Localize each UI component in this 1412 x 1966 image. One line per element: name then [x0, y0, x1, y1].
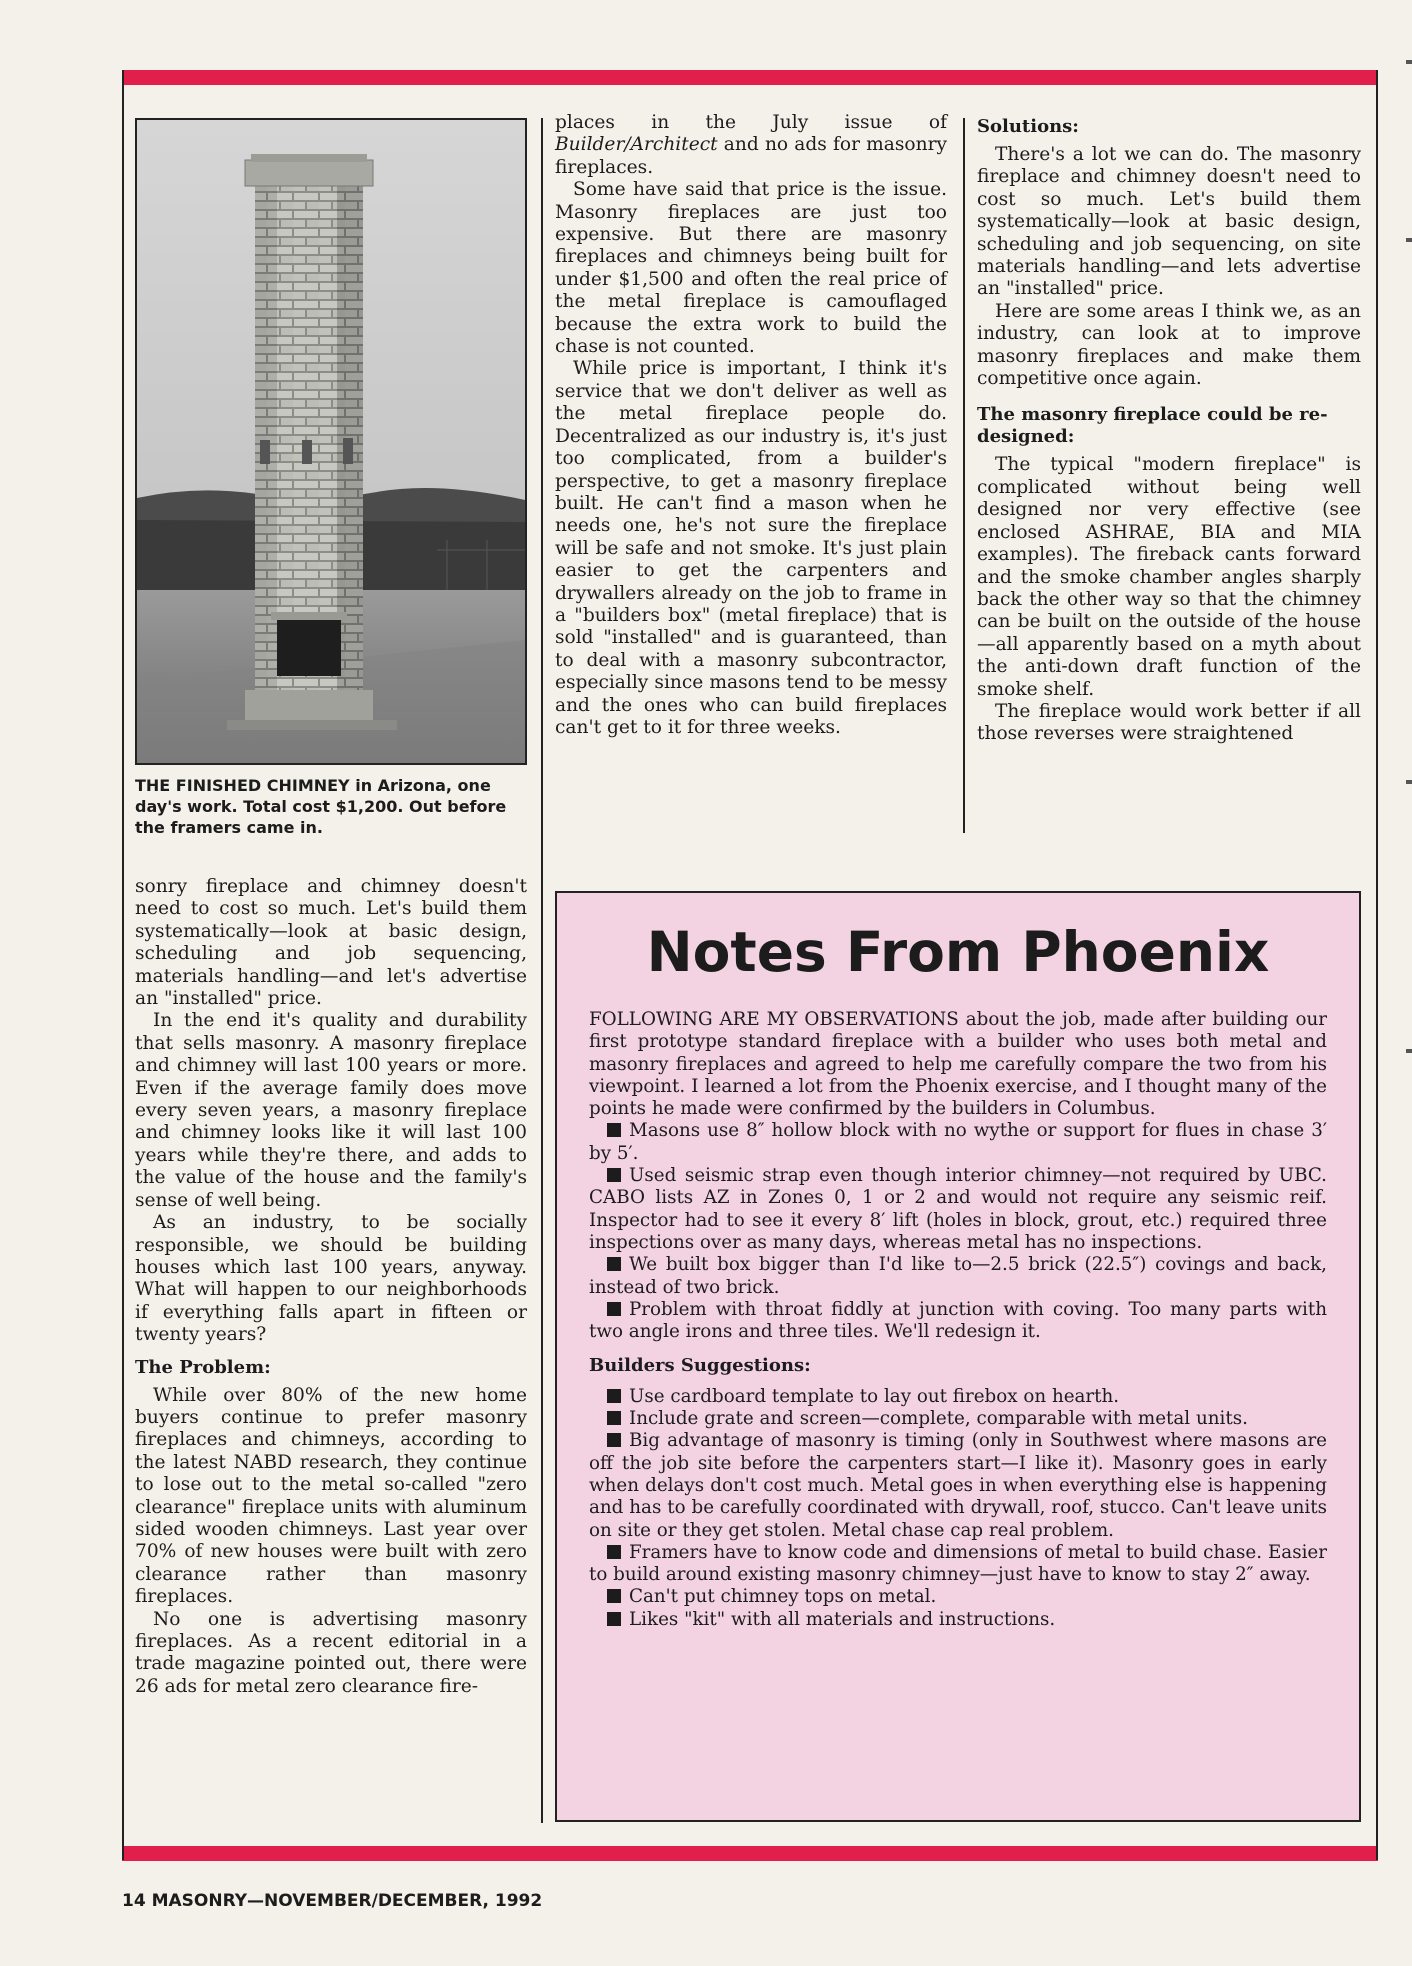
bottom-accent-bar	[122, 1846, 1378, 1861]
notes-body	[557, 1009, 1359, 1631]
col3-paragraph: There's a lot we can do. The masonry fireplace and chimney doesn't need to cost so much. Let's build them systematically—look at basic design, scheduling and job sequencing, on site materials handling—and lets advertise an "installed" price.	[977, 144, 1361, 300]
col3-paragraph: Here are some areas I think we, as an industry, can look at to improve masonry fireplaces and make them competitive once again.	[977, 300, 1361, 390]
notes-bullet	[589, 1430, 1327, 1541]
builders-suggestions-heading: Builders Suggestions:	[589, 1355, 811, 1377]
col1-paragraph: While over 80% of the new home buyers continue to prefer masonry fireplaces and chimneys, according to the latest NABD research, they continue to lose out to the metal so-called "zero clearance" fireplace units with aluminum sided wooden chimneys. Last year over 70% of new houses were built with zero clearance rather than masonry fireplaces.	[135, 1384, 527, 1608]
col2-paragraph: Some have said that price is the issue. Masonry fireplaces are just too expensive. But there are masonry fireplaces and chimneys being built for under $1,500 and often the real price of the metal fireplace is camouflaged because the extra work to build the chase is not counted.	[555, 179, 947, 358]
bullet-square-icon	[607, 1411, 621, 1425]
bullet-text: Used seismic strap even though interior chimney—not required by UBC. CABO lists AZ in Zones 0, 1 or 2 and would not require any seismic reif. Inspector had to see it every 8′ lift (holes in block, grout, etc.) required three inspections over as many days, whereas metal has no inspections.	[589, 1165, 1327, 1253]
bullet-square-icon	[607, 1545, 621, 1559]
notes-bullet	[589, 1408, 1327, 1430]
top-accent-bar	[122, 70, 1378, 85]
magazine-title: Builder/Architect	[555, 134, 718, 156]
col1-paragraph: In the end it's quality and durability that sells masonry. A masonry fireplace and chimney will last 100 years or more. Even if the average family does move every seven years, a masonry fireplace and chimney looks like it will last 100 years while they're there, and adds to the value of the house and the family's sense of well being.	[135, 1010, 527, 1211]
notes-bullet	[589, 1254, 1327, 1299]
col1-paragraph: As an industry, to be socially responsible, we should be building houses which last 100 years, anyway. What will happen to our neighborhoods if everything falls apart in fifteen or twenty years?	[135, 1212, 527, 1346]
redesign-heading: The masonry fireplace could be re-designed:	[977, 404, 1328, 448]
notes-from-phoenix-box	[555, 891, 1361, 1822]
bullet-square-icon	[607, 1389, 621, 1403]
page-footer: 14 MASONRY—NOVEMBER/DECEMBER, 1992	[122, 1891, 543, 1911]
bullet-text: Big advantage of masonry is timing (only in Southwest where masons are off the job site before the carpenters start—I like it). Masonry goes in early when delays don't cost much. Metal goes in when everything else is happening and has to be carefully coordinated with drywall, roof, stucco. Can't leave units on site or they get stolen. Metal chase cap real problem.	[589, 1430, 1327, 1541]
chimney-illustration	[137, 120, 525, 763]
notes-bullet	[589, 1120, 1327, 1165]
bullet-square-icon	[607, 1433, 621, 1447]
bullet-text: Include grate and screen—complete, comparable with metal units.	[629, 1408, 1248, 1430]
margin-mark	[1406, 780, 1412, 784]
column-2	[555, 112, 947, 739]
col2-paragraph: While price is important, I think it's service that we don't deliver as well as the metal fireplace people do. Decentralized as our industry is, it's just too complicated, from a builder's perspective, to get a masonry fireplace built. He can't find a mason when he needs one, he's not sure the fireplace will be safe and not smoke. It's just plain easier to get the carpenters and drywallers already on the job to frame in a "builders box" (metal fireplace) that is sold "installed" and is guaranteed, than to deal with a masonry subcontractor, especially since masons tend to be messy and the ones who can build fireplaces can't get to it for three weeks.	[555, 358, 947, 738]
solutions-heading: Solutions:	[977, 116, 1079, 137]
margin-mark	[1406, 60, 1412, 64]
chimney-photo	[135, 118, 527, 765]
bullet-text: Likes "kit" with all materials and instructions.	[629, 1608, 1056, 1630]
col2-paragraph	[555, 112, 947, 179]
bullet-text: We built box bigger than I'd like to—2.5 brick (22.5″) covings and back, instead of two brick.	[589, 1254, 1327, 1298]
notes-bullet	[589, 1165, 1327, 1254]
column-rule-1	[541, 118, 543, 1823]
bullet-text: Masons use 8″ hollow block with no wythe or support for flues in chase 3′ by 5′.	[589, 1120, 1327, 1164]
notes-bullet	[589, 1609, 1327, 1631]
column-3	[977, 112, 1361, 746]
notes-title: Notes From Phoenix	[646, 920, 1270, 984]
bullet-square-icon	[607, 1123, 621, 1137]
problem-heading: The Problem:	[135, 1356, 271, 1378]
bullet-square-icon	[607, 1257, 621, 1271]
bullet-text: Problem with throat fiddly at junction with coving. Too many parts with two angle irons and three tiles. We'll redesign it.	[589, 1298, 1327, 1343]
col1-paragraph: sonry fireplace and chimney doesn't need to cost so much. Let's build them systematically—look at basic design, scheduling and job sequencing, materials handling—and let's advertise an "installed" price.	[135, 876, 527, 1010]
notes-bullet	[589, 1586, 1327, 1608]
notes-intro: FOLLOWING ARE MY OBSERVATIONS about the job, made after building our first prototype standard fireplace with a builder who uses both metal and masonry fireplaces and agreed to help me carefully compare the two from his viewpoint. I learned a lot from the Phoenix exercise, and I thought many of the points he made were confirmed by the builders in Columbus.	[589, 1009, 1327, 1120]
notes-bullet	[589, 1299, 1327, 1344]
col3-paragraph: The typical "modern fireplace" is complicated without being well designed nor very effective (see enclosed ASHRAE, BIA and MIA examples). The fireback cants forward and the smoke chamber angles sharply back the other way so that the chimney can be built on the outside of the house—all apparently based on a myth about the anti-down draft function of the smoke shelf.	[977, 454, 1361, 700]
column-1	[135, 876, 527, 1698]
bullet-square-icon	[607, 1168, 621, 1182]
bullet-square-icon	[607, 1612, 621, 1626]
column-rule-2	[963, 118, 965, 833]
col3-paragraph: The fireplace would work better if all those reverses were straightened	[977, 700, 1361, 745]
bullet-square-icon	[607, 1589, 621, 1603]
col2-text: and no ads for masonry fireplaces.	[555, 134, 947, 178]
bullet-text: Framers have to know code and dimensions of metal to build chase. Easier to build around existing masonry chimney—just have to know to stay 2″ away.	[589, 1541, 1327, 1586]
photo-caption: THE FINISHED CHIMNEY in Arizona, one day's work. Total cost $1,200. Out before the framers came in.	[135, 776, 507, 837]
notes-bullet	[589, 1542, 1327, 1587]
bullet-text: Use cardboard template to lay out firebox on hearth.	[629, 1385, 1120, 1407]
notes-bullet	[589, 1386, 1327, 1408]
col1-paragraph: No one is advertising masonry fireplaces. As a recent editorial in a trade magazine pointed out, there were 26 ads for metal zero clearance fire-	[135, 1608, 527, 1697]
right-frame-line	[1376, 70, 1378, 1860]
margin-mark	[1406, 1049, 1412, 1053]
bullet-square-icon	[607, 1302, 621, 1316]
col2-text: places in the July issue of	[555, 112, 947, 133]
margin-mark	[1406, 238, 1412, 242]
left-frame-line	[122, 70, 124, 1860]
bullet-text: Can't put chimney tops on metal.	[629, 1586, 937, 1608]
